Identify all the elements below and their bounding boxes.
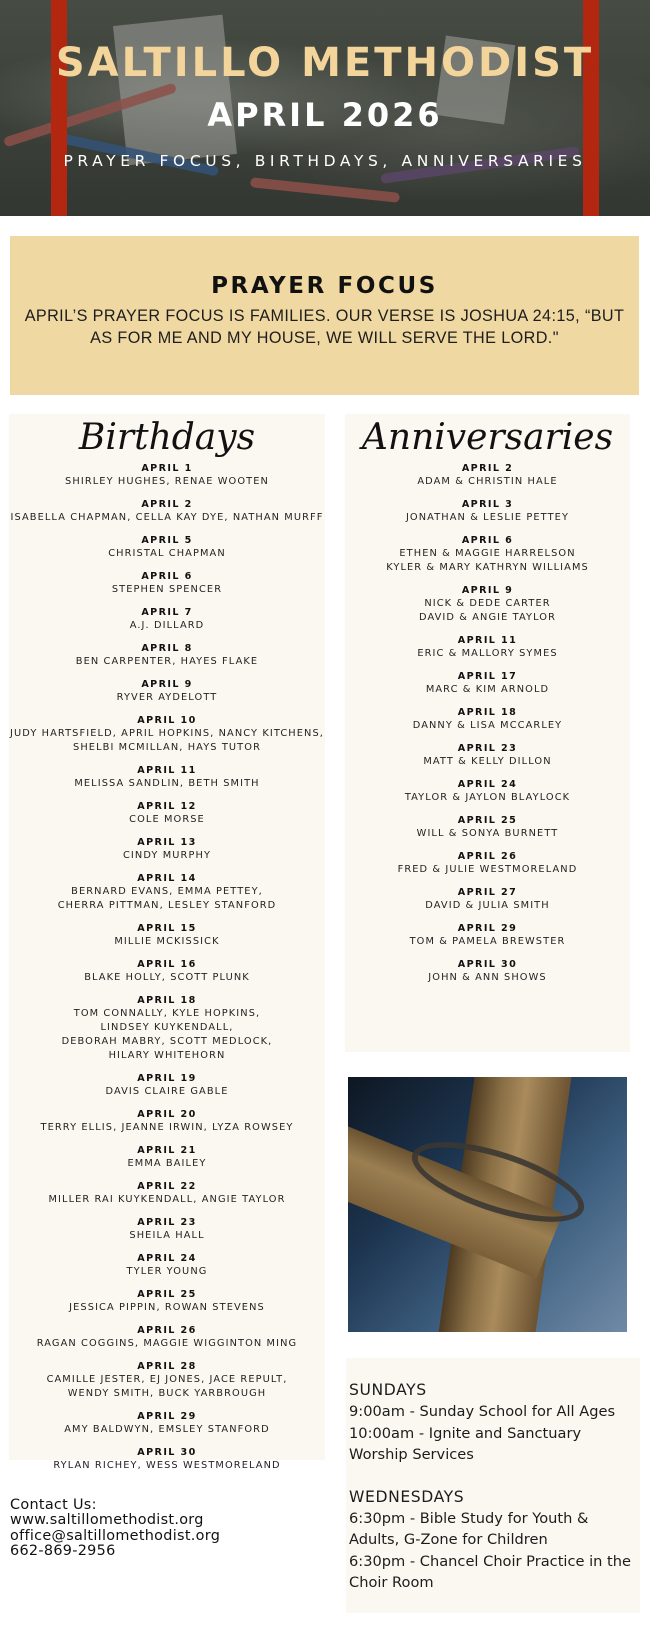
entry-names: MELISSA SANDLIN, BETH SMITH bbox=[74, 778, 260, 789]
wednesdays-times: 6:30pm - Bible Study for Youth & Adults, G-Zone for Children 6:30pm - Chancel Choir Practice in the Choir Room bbox=[349, 1510, 632, 1592]
month-title: APRIL 2026 bbox=[207, 96, 443, 134]
contact-website-link[interactable]: www.saltillomethodist.org bbox=[10, 1512, 204, 1529]
entry-names: CAMILLE JESTER, EJ JONES, JACE REPULT, WENDY SMITH, BUCK YARBROUGH bbox=[46, 1374, 288, 1399]
entry-names: SHEILA HALL bbox=[129, 1230, 205, 1241]
birthday-entry bbox=[9, 1216, 325, 1243]
entry-names: FRED & JULIE WESTMORELAND bbox=[397, 864, 578, 875]
birthday-entry bbox=[9, 1446, 325, 1473]
entry-names: STEPHEN SPENCER bbox=[111, 584, 223, 595]
header-banner bbox=[0, 0, 650, 216]
entry-date: APRIL 24 bbox=[457, 779, 518, 790]
entry-date: APRIL 18 bbox=[137, 995, 197, 1006]
entry-names: NICK & DEDE CARTER DAVID & ANGIE TAYLOR bbox=[418, 598, 557, 623]
birthday-entry bbox=[9, 1252, 325, 1279]
entry-names: MATT & KELLY DILLON bbox=[423, 756, 552, 767]
birthday-entry bbox=[9, 462, 325, 489]
anniversary-entry bbox=[345, 670, 630, 697]
birthday-entry bbox=[9, 836, 325, 863]
anniversaries-panel bbox=[345, 414, 630, 1052]
entry-names: MARC & KIM ARNOLD bbox=[425, 684, 550, 695]
prayer-focus-text: APRIL’S PRAYER FOCUS IS FAMILIES. OUR VERSE IS JOSHUA 24:15, “BUT AS FOR ME AND MY HOUSE, WE WILL SERVE THE LORD." bbox=[24, 307, 625, 347]
entry-names: SHIRLEY HUGHES, RENAE WOOTEN bbox=[65, 476, 269, 487]
entry-date: APRIL 20 bbox=[137, 1109, 197, 1120]
entry-date: APRIL 3 bbox=[461, 499, 514, 510]
entry-date: APRIL 27 bbox=[457, 887, 518, 898]
entry-names: TOM & PAMELA BREWSTER bbox=[409, 936, 566, 947]
birthday-entry bbox=[9, 1410, 325, 1437]
entry-date: APRIL 11 bbox=[457, 635, 518, 646]
entry-names: RYVER AYDELOTT bbox=[116, 692, 218, 703]
entry-names: TOM CONNALLY, KYLE HOPKINS, LINDSEY KUYKENDALL, DEBORAH MABRY, SCOTT MEDLOCK, HILARY WHITEHORN bbox=[61, 1008, 273, 1061]
entry-names: TYLER YOUNG bbox=[126, 1266, 208, 1277]
entry-date: APRIL 5 bbox=[141, 535, 193, 546]
entry-date: APRIL 7 bbox=[141, 607, 193, 618]
entry-names: TAYLOR & JAYLON BLAYLOCK bbox=[404, 792, 571, 803]
entry-date: APRIL 8 bbox=[141, 643, 193, 654]
birthday-entry bbox=[9, 1144, 325, 1171]
entry-names: DANNY & LISA MCCARLEY bbox=[412, 720, 563, 731]
anniversary-entry bbox=[345, 742, 630, 769]
entry-date: APRIL 24 bbox=[137, 1253, 197, 1264]
entry-names: ISABELLA CHAPMAN, CELLA KAY DYE, NATHAN MURFF bbox=[10, 512, 324, 523]
entry-date: APRIL 14 bbox=[137, 873, 197, 884]
birthday-entry bbox=[9, 642, 325, 669]
entry-date: APRIL 6 bbox=[461, 535, 514, 546]
birthday-entry bbox=[9, 714, 325, 755]
entry-date: APRIL 9 bbox=[461, 585, 514, 596]
entry-names: WILL & SONYA BURNETT bbox=[416, 828, 559, 839]
anniversary-entry bbox=[345, 634, 630, 661]
anniversary-entry bbox=[345, 814, 630, 841]
entry-names: COLE MORSE bbox=[129, 814, 205, 825]
entry-date: APRIL 30 bbox=[137, 1447, 197, 1458]
birthdays-panel bbox=[9, 414, 325, 1471]
sundays-times: 9:00am - Sunday School for All Ages 10:00am - Ignite and Sanctuary Worship Services bbox=[349, 1403, 616, 1464]
entry-names: EMMA BAILEY bbox=[127, 1158, 207, 1169]
birthday-entry bbox=[9, 1072, 325, 1099]
birthday-entry bbox=[9, 994, 325, 1063]
entry-date: APRIL 9 bbox=[141, 679, 193, 690]
entry-names: BEN CARPENTER, HAYES FLAKE bbox=[75, 656, 259, 667]
wednesdays-heading: WEDNESDAYS bbox=[349, 1487, 465, 1506]
entry-names: CINDY MURPHY bbox=[122, 850, 212, 861]
anniversary-entry bbox=[345, 706, 630, 733]
entry-date: APRIL 2 bbox=[141, 499, 193, 510]
entry-names: ERIC & MALLORY SYMES bbox=[417, 648, 558, 659]
entry-names: CHRISTAL CHAPMAN bbox=[108, 548, 226, 559]
anniversaries-list bbox=[345, 462, 630, 985]
birthday-entry bbox=[9, 1108, 325, 1135]
entry-date: APRIL 15 bbox=[137, 923, 197, 934]
birthday-entry bbox=[9, 1360, 325, 1401]
entry-date: APRIL 22 bbox=[137, 1181, 197, 1192]
entry-names: RAGAN COGGINS, MAGGIE WIGGINTON MING bbox=[36, 1338, 298, 1349]
schedule-spacer bbox=[349, 1466, 640, 1487]
entry-date: APRIL 26 bbox=[457, 851, 518, 862]
anniversary-entry bbox=[345, 498, 630, 525]
contact-block bbox=[10, 1498, 330, 1560]
entry-names: JONATHAN & LESLIE PETTEY bbox=[405, 512, 570, 523]
birthday-entry bbox=[9, 1324, 325, 1351]
anniversary-entry bbox=[345, 462, 630, 489]
entry-date: APRIL 2 bbox=[461, 463, 514, 474]
anniversary-entry bbox=[345, 886, 630, 913]
contact-phone: 662-869-2956 bbox=[10, 1543, 116, 1560]
church-name: SALTILLO METHODIST bbox=[55, 40, 595, 86]
birthdays-title: Birthdays bbox=[78, 417, 256, 458]
entry-names: JOHN & ANN SHOWS bbox=[428, 972, 547, 983]
anniversaries-title: Anniversaries bbox=[361, 417, 614, 458]
entry-date: APRIL 13 bbox=[137, 837, 197, 848]
birthdays-list bbox=[9, 462, 325, 1473]
entry-date: APRIL 25 bbox=[137, 1289, 197, 1300]
birthday-entry bbox=[9, 534, 325, 561]
crown-of-thorns-photo bbox=[348, 1077, 627, 1332]
entry-date: APRIL 23 bbox=[137, 1217, 197, 1228]
birthday-entry bbox=[9, 570, 325, 597]
entry-date: APRIL 17 bbox=[457, 671, 518, 682]
anniversary-entry bbox=[345, 584, 630, 625]
entry-date: APRIL 6 bbox=[141, 571, 193, 582]
birthday-entry bbox=[9, 606, 325, 633]
birthday-entry bbox=[9, 922, 325, 949]
entry-names: MILLIE MCKISSICK bbox=[114, 936, 220, 947]
entry-names: DAVID & JULIA SMITH bbox=[425, 900, 550, 911]
birthday-entry bbox=[9, 498, 325, 525]
entry-date: APRIL 21 bbox=[137, 1145, 197, 1156]
entry-date: APRIL 12 bbox=[137, 801, 197, 812]
entry-date: APRIL 30 bbox=[457, 959, 518, 970]
birthday-entry bbox=[9, 678, 325, 705]
entry-date: APRIL 18 bbox=[457, 707, 518, 718]
anniversary-entry bbox=[345, 922, 630, 949]
entry-names: AMY BALDWYN, EMSLEY STANFORD bbox=[64, 1424, 270, 1435]
entry-date: APRIL 29 bbox=[137, 1411, 197, 1422]
entry-names: BLAKE HOLLY, SCOTT PLUNK bbox=[84, 972, 250, 983]
entry-names: TERRY ELLIS, JEANNE IRWIN, LYZA ROWSEY bbox=[40, 1122, 294, 1133]
birthday-entry bbox=[9, 800, 325, 827]
entry-date: APRIL 16 bbox=[137, 959, 197, 970]
entry-date: APRIL 1 bbox=[141, 463, 193, 474]
entry-names: ADAM & CHRISTIN HALE bbox=[417, 476, 558, 487]
entry-names: BERNARD EVANS, EMMA PETTEY, CHERRA PITTMAN, LESLEY STANFORD bbox=[57, 886, 277, 911]
sundays-heading: SUNDAYS bbox=[349, 1381, 427, 1399]
entry-date: APRIL 19 bbox=[137, 1073, 197, 1084]
entry-date: APRIL 26 bbox=[137, 1325, 197, 1336]
birthday-entry bbox=[9, 1180, 325, 1207]
entry-date: APRIL 29 bbox=[457, 923, 518, 934]
contact-heading: Contact Us: bbox=[10, 1497, 97, 1513]
entry-names: ETHEN & MAGGIE HARRELSON KYLER & MARY KATHRYN WILLIAMS bbox=[386, 548, 589, 573]
entry-date: APRIL 25 bbox=[457, 815, 518, 826]
entry-names: JUDY HARTSFIELD, APRIL HOPKINS, NANCY KITCHENS, SHELBI MCMILLAN, HAYS TUTOR bbox=[9, 728, 325, 753]
entry-names: A.J. DILLARD bbox=[129, 620, 205, 631]
entry-names: DAVIS CLAIRE GABLE bbox=[105, 1086, 229, 1097]
anniversary-entry bbox=[345, 534, 630, 575]
prayer-focus-title: PRAYER FOCUS bbox=[211, 273, 438, 299]
entry-date: APRIL 23 bbox=[457, 743, 518, 754]
entry-names: RYLAN RICHEY, WESS WESTMORELAND bbox=[53, 1460, 281, 1471]
contact-email-link[interactable]: office@saltillomethodist.org bbox=[10, 1527, 221, 1544]
anniversary-entry bbox=[345, 958, 630, 985]
anniversary-entry bbox=[345, 850, 630, 877]
worship-schedule bbox=[346, 1358, 640, 1613]
anniversary-entry bbox=[345, 778, 630, 805]
entry-names: JESSICA PIPPIN, ROWAN STEVENS bbox=[69, 1302, 265, 1313]
entry-date: APRIL 10 bbox=[137, 715, 197, 726]
entry-date: APRIL 11 bbox=[137, 765, 197, 776]
entry-date: APRIL 28 bbox=[137, 1361, 197, 1372]
birthday-entry bbox=[9, 872, 325, 913]
birthday-entry bbox=[9, 1288, 325, 1315]
header-tagline: PRAYER FOCUS, BIRTHDAYS, ANNIVERSARIES bbox=[63, 152, 587, 170]
birthday-entry bbox=[9, 764, 325, 791]
entry-names: MILLER RAI KUYKENDALL, ANGIE TAYLOR bbox=[48, 1194, 286, 1205]
prayer-focus-box bbox=[10, 236, 639, 395]
birthday-entry bbox=[9, 958, 325, 985]
